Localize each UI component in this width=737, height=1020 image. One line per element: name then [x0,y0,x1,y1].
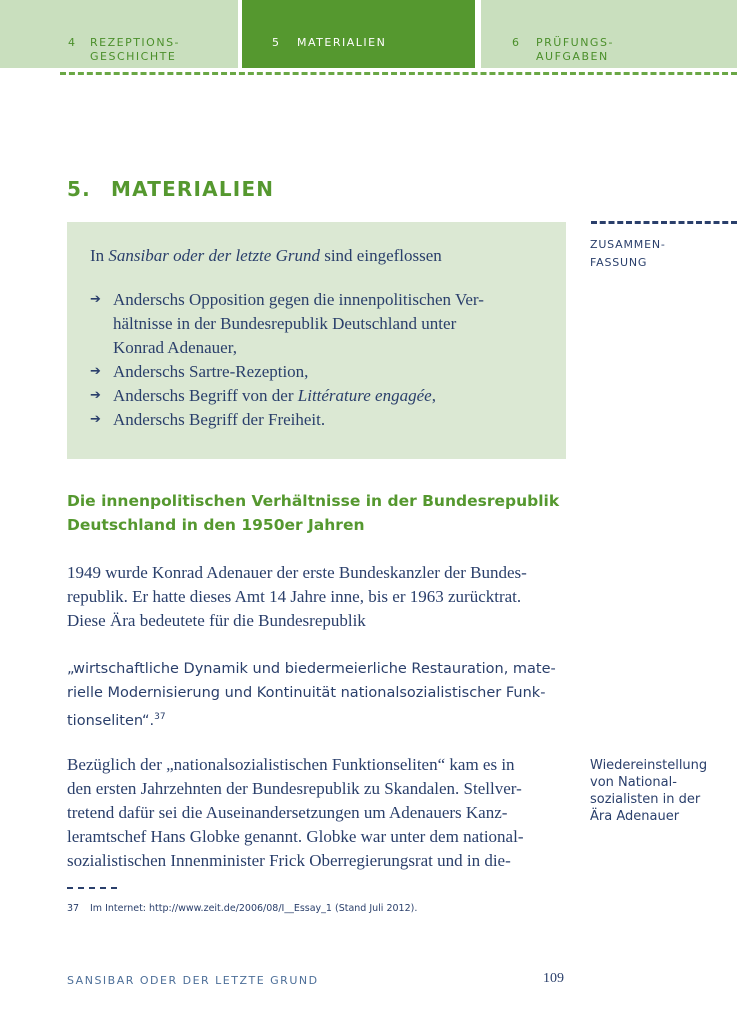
tab-materialien[interactable] [242,0,475,68]
tab-label: MATERIALIEN [297,36,387,49]
list-item: ➔ Anderschs Opposition gegen die innenpolitischen Ver- hältnisse in der Bundesrepublik Deutschland unter Konrad Adenauer, [90,290,484,357]
chapter-title [67,177,274,201]
margin-note: Wiedereinstellung von National- sozialisten in der Ära Adenauer [590,758,708,824]
footnote-divider [67,887,117,889]
footer-book-title: SANSIBAR ODER DER LETZTE GRUND [67,974,319,987]
arrow-right-icon: ➔ [90,388,101,403]
list-item: ➔ Anderschs Sartre-Rezeption, [90,360,544,384]
list-item: ➔ Anderschs Begriff der Freiheit. [90,408,544,432]
tab-number: 4 [68,36,77,49]
chapter-name: MATERIALIEN [111,177,275,201]
arrow-right-icon: ➔ [90,364,101,379]
tab-number: 6 [512,36,521,49]
list-item: ➔ Anderschs Begriff von der Littérature engagée, [90,384,544,408]
page-number: 109 [543,971,564,986]
tab-label: REZEPTIONS- GESCHICHTE [90,36,181,63]
footnote [67,903,417,914]
tab-number: 5 [272,36,281,49]
body-paragraph: Bezüglich der „nationalsozialistischen Funktionseliten“ kam es in den ersten Jahrzehnten der Bundesrepublik zu Skandalen. Stellver- tretend dafür sei die Auseinandersetzungen um Adenauers Kanz- leramtschef Hans Globke genannt. Globke war unter dem national- sozialistischen Innenminister Frick Oberregierungsrat und in die- [67,755,524,870]
arrow-right-icon: ➔ [90,292,101,307]
tab-rezeptionsgeschichte[interactable] [0,0,238,68]
footnote-ref[interactable]: 37 [154,712,166,722]
body-paragraph: 1949 wurde Konrad Adenauer der erste Bundeskanzler der Bundes- republik. Er hatte dieses Amt 14 Jahre inne, bis er 1963 zurücktrat. Diese Ära bedeutete für die Bundesrepublik [67,563,527,630]
section-heading: Die innenpolitischen Verhältnisse in der Bundesrepublik Deutschland in den 1950er Jahren [67,492,560,534]
header-divider [60,72,737,75]
tab-label: PRÜFUNGS- AUFGABEN [536,36,614,63]
summary-intro: In Sansibar oder der letzte Grund sind eingeflossen [90,246,442,265]
summary-box [67,222,566,459]
footnote-text: Im Internet: http://www.zeit.de/2006/08/I__Essay_1 (Stand Juli 2012). [90,903,418,914]
summary-list [90,288,544,432]
footnote-number: 37 [67,903,80,914]
chapter-number: 5. [67,177,91,201]
tab-pruefungsaufgaben[interactable] [481,0,737,68]
block-quote: „wirtschaftliche Dynamik und biedermeierliche Restauration, mate- rielle Modernisierung und Kontinuität nationalsozialistischer Funk- tionseliten“.$^{37}$ [67,661,556,729]
side-divider [591,221,737,224]
arrow-right-icon: ➔ [90,412,101,427]
side-label-zusammenfassung: ZUSAMMEN- FASSUNG [590,238,666,269]
chapter-tabs [0,0,737,68]
